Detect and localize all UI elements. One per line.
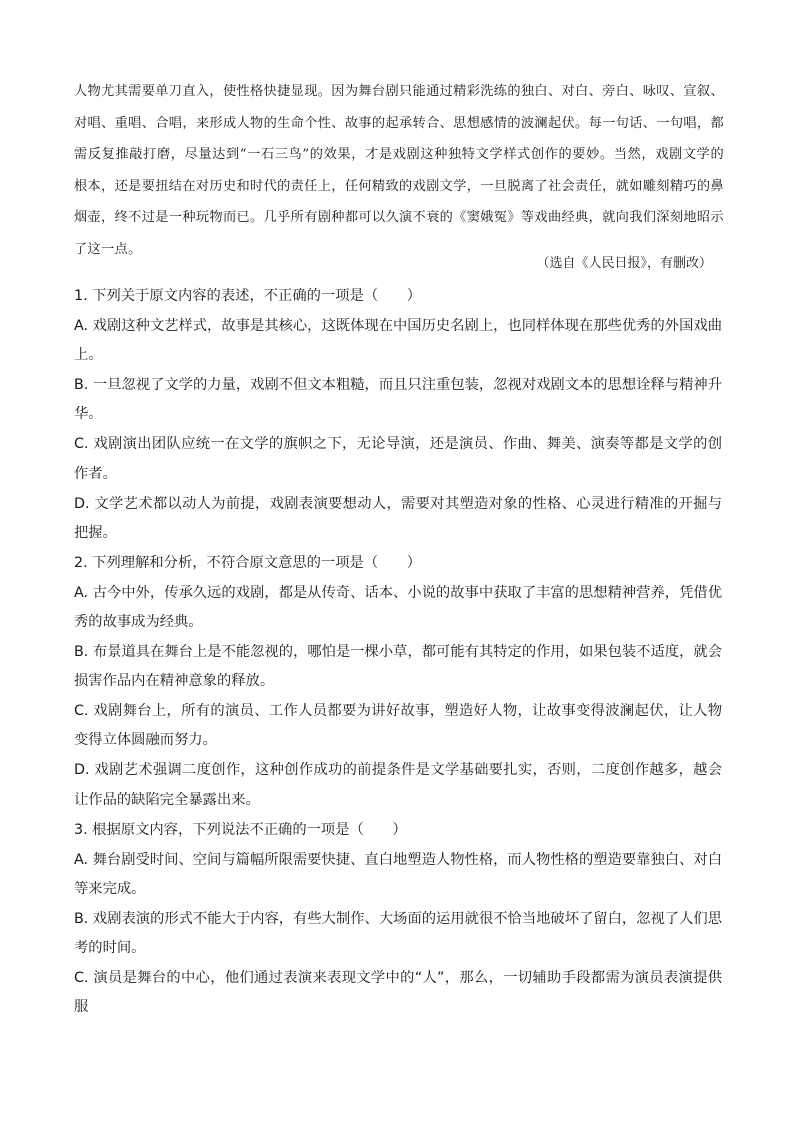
option-d: D. 戏剧艺术强调二度创作，这种创作成功的前提条件是文学基础要扎实，否则，二度创作越多，越会让作品的缺陷完全暴露出来。 (74, 762, 722, 808)
question-stem: 2. 下列理解和分析，不符合原文意思的一项是（ ） (74, 554, 422, 571)
option-a: A. 戏剧这种文艺样式，故事是其核心，这既体现在中国历史名剧上，也同样体现在那些优秀的外国戏曲上。 (74, 318, 722, 364)
passage-source: （选自《人民日报》，有删改） (536, 256, 712, 271)
option-b: B. 戏剧表演的形式不能大于内容，有些大制作、大场面的运用就很不恰当地破坏了留白，忽视了人们思考的时间。 (74, 910, 722, 957)
option-b: B. 一旦忽视了文学的力量，戏剧不但文本粗糙，而且只注重包装，忽视对戏剧文本的思想诠释与精神升华。 (74, 377, 722, 423)
question-stem: 3. 根据原文内容，下列说法不正确的一项是（ ） (74, 821, 407, 838)
question-1 (74, 282, 722, 548)
option-b: B. 布景道具在舞台上是不能忽视的，哪怕是一棵小草，都可能有其特定的作用，如果包装不适度，就会损害作品内在精神意象的释放。 (74, 644, 722, 690)
option-a: A. 古今中外，传承久远的戏剧，都是从传奇、话本、小说的故事中获取了丰富的思想精神营养，凭借优秀的故事成为经典。 (74, 584, 722, 631)
question-stem: 1. 下列关于原文内容的表述，不正确的一项是（ ） (74, 288, 422, 304)
passage-paragraph: 人物尤其需要单刀直入，使性格快捷显现。因为舞台剧只能通过精彩洗练的独白、对白、旁白、咏叹、宣叙、对唱、重唱、合唱，来形成人物的生命个性、故事的起承转合、思想感情的波澜起伏。每一句话、一句唱，都需反复推敲打磨，尽量达到“一石三鸟”的效果，才是戏剧这种独特文学样式创作的要妙。当然，戏剧文学的根本，还是要扭结在对历史和时代的责任上，任何精致的戏剧文学，一旦脱离了社会责任，就如雕刻精巧的鼻烟壶，终不过是一种玩物而已。几乎所有剧种都可以久演不衰的《窦娥冤》等戏曲经典，就向我们深刻地昭示了这一点。 (74, 84, 724, 257)
option-d: D. 文学艺术都以动人为前提，戏剧表演要想动人，需要对其塑造对象的性格、心灵进行精准的开掘与把握。 (74, 495, 722, 541)
question-2 (74, 549, 722, 815)
option-a: A. 舞台剧受时间、空间与篇幅所限需要快捷、直白地塑造人物性格，而人物性格的塑造要靠独白、对白等来完成。 (74, 851, 722, 897)
option-c: C. 演员是舞台的中心，他们通过表演来表现文学中的“人”，那么，一切辅助手段都需为演员表演提供服 (74, 970, 722, 1016)
question-list (74, 282, 722, 1023)
option-c: C. 戏剧演出团队应统一在文学的旗帜之下，无论导演，还是演员、作曲、舞美、演奏等都是文学的创作者。 (74, 436, 722, 482)
question-3 (74, 816, 722, 1023)
option-c: C. 戏剧舞台上，所有的演员、工作人员都要为讲好故事，塑造好人物，让故事变得波澜起伏，让人物变得立体圆融而努力。 (74, 703, 722, 749)
